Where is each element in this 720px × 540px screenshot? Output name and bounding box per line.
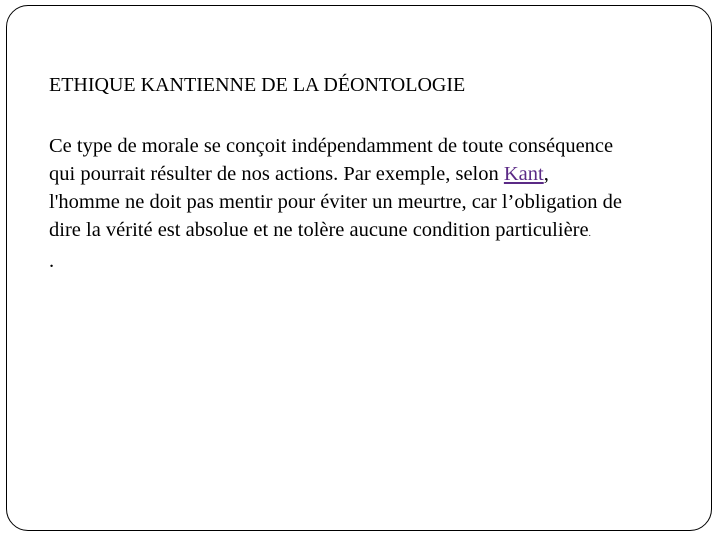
slide-frame [6,5,712,531]
body-line-2-text: qui pourrait résulter de nos actions. Par exemple, selon [49,163,504,185]
body-line-2 [49,160,709,188]
body-line-3: l'homme ne doit pas mentir pour éviter un meurtre, car l’obligation de [49,191,622,213]
slide-body [49,132,709,275]
body-line-1: Ce type de morale se conçoit indépendamment de toute conséquence [49,135,614,157]
link-comma: , [543,163,549,185]
kant-link[interactable]: Kant [503,163,544,185]
body-line-5: . [49,250,55,272]
slide-title: ETHIQUE KANTIENNE DE LA DÉONTOLOGIE [49,74,466,96]
body-line-4 [49,216,709,247]
footnote-dot: . [588,228,591,238]
body-line-4-text: dire la vérité est absolue et ne tolère aucune condition particulière [49,219,589,241]
